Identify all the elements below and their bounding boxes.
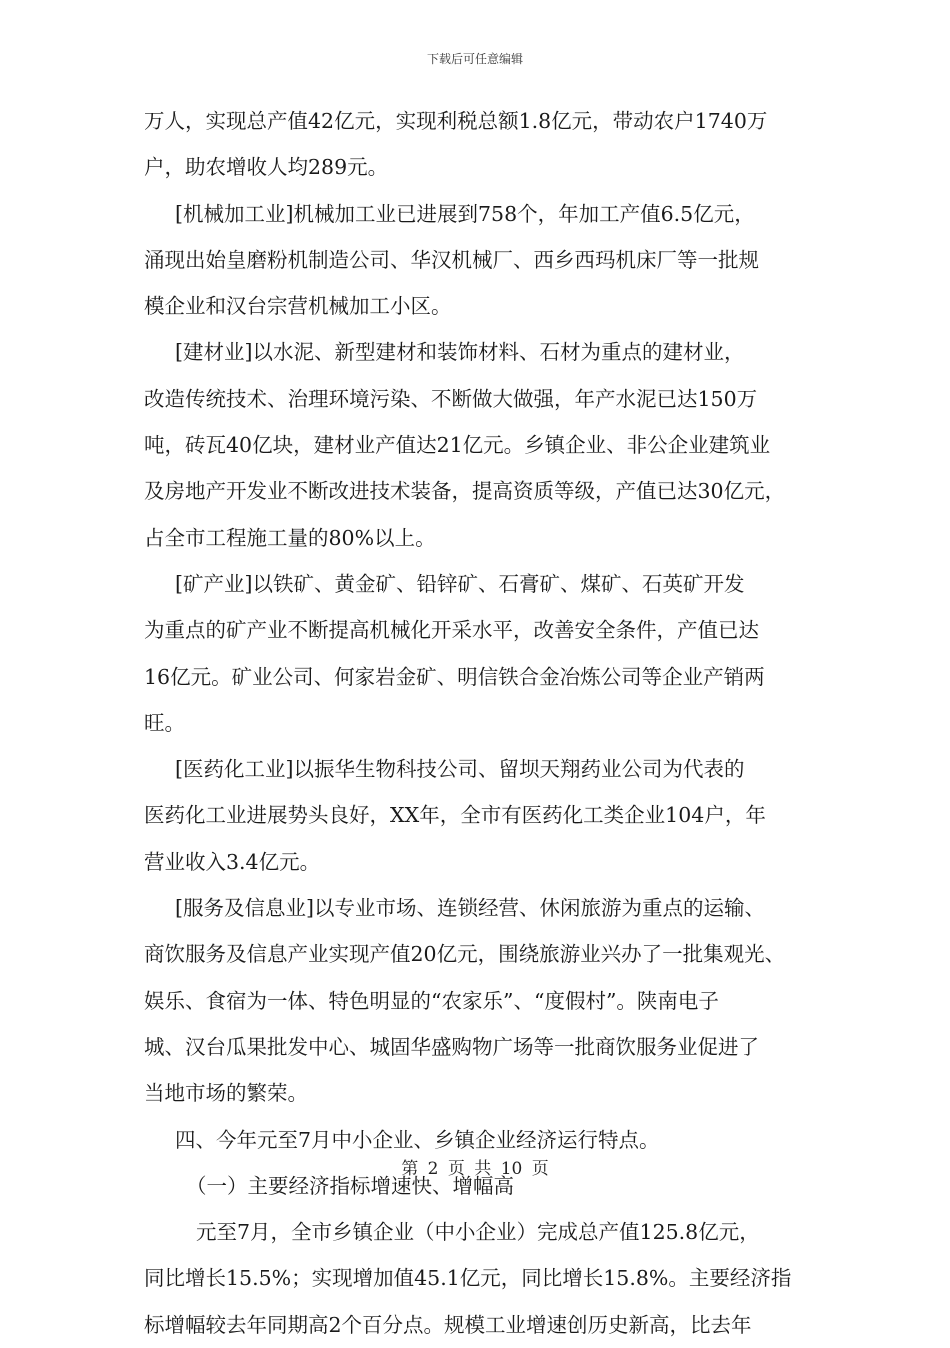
text-line: 吨，砖瓦40亿块，建材业产值达21亿元。乡镇企业、非公企业建筑业 — [144, 433, 771, 458]
text-line: 当地市场的繁荣。 — [144, 1081, 308, 1106]
text-line: 标增幅较去年同期高2个百分点。规模工业增速创历史新高，比去年 — [144, 1312, 752, 1337]
text-line: 营业收入3.4亿元。 — [144, 849, 321, 874]
page-number-footer: 第 2 页 共 10 页 — [401, 1159, 549, 1179]
text-line: 元至7月，全市乡镇企业（中小企业）完成总产值125.8亿元， — [196, 1220, 760, 1245]
page-header: 下载后可任意编辑 — [426, 52, 523, 66]
text-line: 万人，实现总产值42亿元，实现利税总额1.8亿元，带动农户1740万 — [144, 109, 768, 133]
section-heading: 四、今年元至7月中小企业、乡镇企业经济运行特点。 — [175, 1127, 660, 1152]
text-line: 娱乐、食宿为一体、特色明显的“农家乐”、“度假村”。陕南电子 — [144, 988, 719, 1013]
text-line: 模企业和汉台宗营机械加工小区。 — [144, 294, 452, 319]
text-line: 户，助农增收人均289元。 — [144, 155, 389, 180]
text-line: [服务及信息业]以专业市场、连锁经营、休闲旅游为重点的运输、 — [175, 896, 765, 921]
text-line: 旺。 — [144, 710, 185, 735]
text-line: [矿产业]以铁矿、黄金矿、铅锌矿、石膏矿、煤矿、石英矿开发 — [175, 571, 745, 596]
text-line: 医药化工业进展势头良好，XX年，全市有医药化工类企业104户，年 — [144, 803, 766, 828]
text-line: 16亿元。矿业公司、何家岩金矿、明信铁合金冶炼公司等企业产销两 — [144, 664, 765, 689]
text-line: [建材业]以水泥、新型建材和装饰材料、石材为重点的建材业， — [175, 340, 745, 365]
text-line: 城、汉台瓜果批发中心、城固华盛购物广场等一批商饮服务业促进了 — [144, 1034, 759, 1059]
text-line: 改造传统技术、治理环境污染、不断做大做强，年产水泥已达150万 — [144, 386, 758, 411]
subsection-heading: （一）主要经济指标增速快、增幅高 — [186, 1173, 514, 1198]
text-line: [医药化工业]以振华生物科技公司、留坝天翔药业公司为代表的 — [175, 757, 745, 782]
text-line: 占全市工程施工量的80%以上。 — [144, 525, 436, 550]
text-line: 涌现出始皇磨粉机制造公司、华汉机械厂、西乡西玛机床厂等一批规 — [144, 247, 759, 272]
text-line: 及房地产开发业不断改进技术装备，提高资质等级，产值已达30亿元， — [144, 479, 786, 504]
text-line: 为重点的矿产业不断提高机械化开采水平，改善安全条件，产值已达 — [144, 618, 759, 643]
text-line: 同比增长15.5%；实现增加值45.1亿元，同比增长15.8%。主要经济指 — [144, 1266, 792, 1291]
text-line: [机械加工业]机械加工业已进展到758个，年加工产值6.5亿元， — [175, 201, 755, 226]
text-line: 商饮服务及信息产业实现产值20亿元，围绕旅游业兴办了一批集观光、 — [144, 942, 786, 967]
